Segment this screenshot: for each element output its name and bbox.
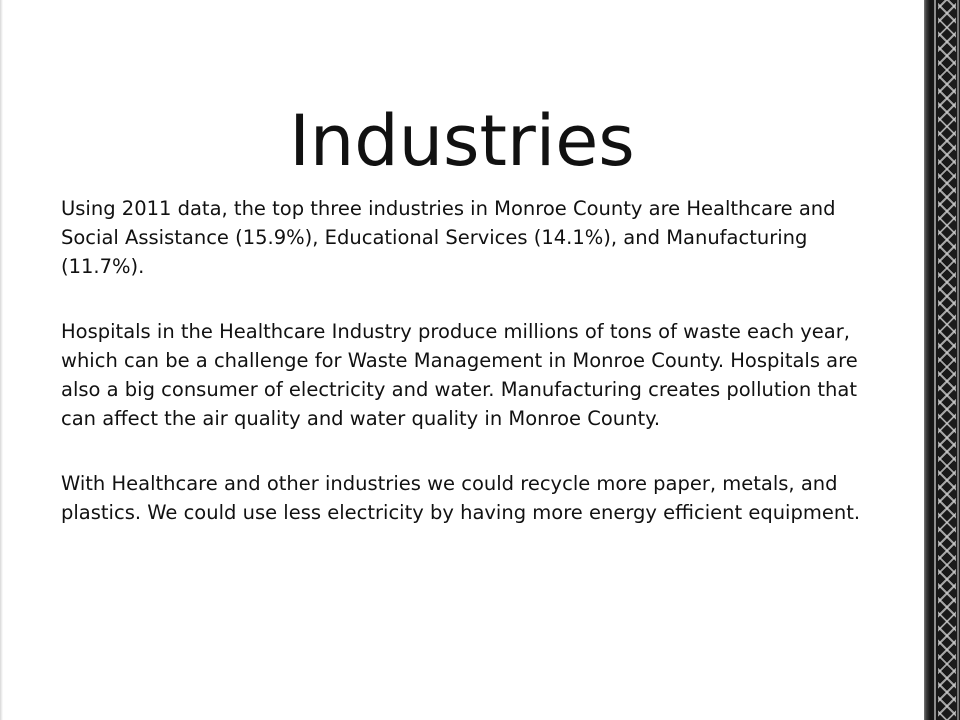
slide-body [61, 194, 881, 527]
paragraph-hospitals-impact: Hospitals in the Healthcare Industry produce millions of tons of waste each year, which can be a challenge for Waste Management in Monroe County. Hospitals are also a big consumer of electricity and water. Manufacturing creates pollution that can affect the air quality and water quality in Monroe County. [61, 320, 858, 430]
side-border-rail-left [934, 0, 936, 720]
paragraph-industries-stats: Using 2011 data, the top three industries in Monroe County are Healthcare and Social Assistance (15.9%), Educational Services (14.1%), and Manufacturing (11.7%). [61, 197, 836, 278]
slide-title: Industries [289, 99, 635, 182]
decorative-side-border [924, 0, 960, 720]
side-border-pattern [938, 0, 956, 720]
side-border-rail-right [957, 0, 959, 720]
paragraph-recycling-suggestions: With Healthcare and other industries we could recycle more paper, metals, and plastics. We could use less electricity by having more energy efficient equipment. [61, 472, 861, 524]
